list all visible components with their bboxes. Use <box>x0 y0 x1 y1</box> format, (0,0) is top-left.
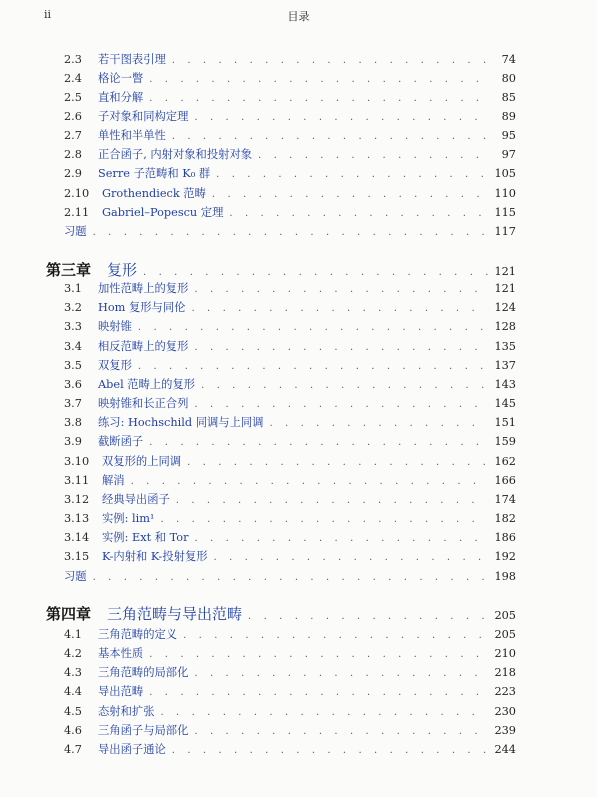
toc-entry[interactable] <box>64 339 516 356</box>
leader-dots <box>149 435 488 451</box>
page-ref: 182 <box>494 512 516 525</box>
toc-entry[interactable] <box>64 377 516 394</box>
section-title: 导出函子通论 <box>98 743 166 756</box>
section-title: 映射锥和长正合列 <box>98 397 189 410</box>
page-ref: 198 <box>494 570 516 583</box>
leader-dots <box>216 167 488 183</box>
toc-entry[interactable] <box>64 684 516 701</box>
toc-entry[interactable] <box>64 646 516 663</box>
toc-entry[interactable] <box>64 511 516 528</box>
leader-dots <box>194 340 488 356</box>
leader-dots <box>93 570 488 586</box>
section-number: 3.5 <box>64 359 82 372</box>
toc-entry[interactable] <box>64 300 516 317</box>
leader-dots <box>149 685 488 701</box>
page-ref: 117 <box>494 225 516 238</box>
toc-entry[interactable] <box>64 52 516 69</box>
section-number: 2.7 <box>64 129 82 142</box>
leader-dots <box>229 206 488 222</box>
toc-entry[interactable] <box>64 704 516 721</box>
leader-dots <box>93 225 488 241</box>
toc-entry[interactable] <box>64 492 516 509</box>
section-number: 3.11 <box>64 474 90 487</box>
page-header <box>0 6 597 26</box>
section-title: Gabriel–Popescu 定理 <box>102 206 224 219</box>
section-number: 3.6 <box>64 378 82 391</box>
page-ref: 110 <box>494 187 516 200</box>
section-title: 实例: lim¹ <box>102 512 155 525</box>
page-ref: 174 <box>494 493 516 506</box>
page-title: 目录 <box>287 10 310 23</box>
section-number: 4.6 <box>64 724 82 737</box>
section-number: 3.3 <box>64 320 82 333</box>
section-title: 双复形的上同调 <box>102 455 182 468</box>
page-ref: 105 <box>494 167 516 180</box>
section-title: 态射和扩张 <box>98 705 155 718</box>
section-number: 4.3 <box>64 666 82 679</box>
section-number: 2.10 <box>64 187 90 200</box>
section-title: 若干图表引理 <box>98 53 166 66</box>
leader-dots <box>269 416 488 432</box>
toc-entry[interactable] <box>64 434 516 451</box>
section-number: 3.15 <box>64 550 90 563</box>
toc-entry[interactable] <box>64 627 516 644</box>
toc-entry[interactable] <box>64 281 516 298</box>
leader-dots <box>194 282 488 298</box>
chapter-heading[interactable] <box>46 604 516 627</box>
section-title: 格论一瞥 <box>98 72 144 85</box>
page-ref: 145 <box>494 397 516 410</box>
toc-entry[interactable] <box>64 90 516 107</box>
section-number: 3.9 <box>64 435 82 448</box>
chapter-number: 第四章 <box>46 605 92 623</box>
chapter-heading[interactable] <box>46 260 516 283</box>
page-ref: 137 <box>494 359 516 372</box>
toc-entry[interactable] <box>64 530 516 547</box>
leader-dots <box>143 263 488 283</box>
leader-dots <box>160 512 488 528</box>
page-ref: 205 <box>494 609 516 622</box>
leader-dots <box>183 628 488 644</box>
page-ref: 135 <box>494 340 516 353</box>
section-title: 正合函子, 内射对象和投射对象 <box>98 148 253 161</box>
leader-dots <box>194 666 488 682</box>
toc-entry-exercises[interactable] <box>64 569 516 586</box>
page-ref: 230 <box>494 705 516 718</box>
toc-entry[interactable] <box>64 128 516 145</box>
leader-dots <box>258 148 488 164</box>
page-ref: 121 <box>494 265 516 278</box>
section-title: 双复形 <box>98 359 132 372</box>
toc-entry[interactable] <box>64 166 516 183</box>
leader-dots <box>214 550 488 566</box>
page-ref: 80 <box>501 72 516 85</box>
chapter-number: 第三章 <box>46 261 92 279</box>
page-ref: 186 <box>494 531 516 544</box>
leader-dots <box>172 743 488 759</box>
section-title: 习题 <box>64 225 87 238</box>
section-number: 2.4 <box>64 72 82 85</box>
section-title: 练习: Hochschild 同调与上同调 <box>98 416 264 429</box>
leader-dots <box>194 397 488 413</box>
section-title: 实例: Ext 和 Tor <box>102 531 189 544</box>
page-ref: 162 <box>494 455 516 468</box>
section-title: 基本性质 <box>98 647 144 660</box>
leader-dots <box>194 724 488 740</box>
section-number: 3.2 <box>64 301 82 314</box>
section-number: 3.7 <box>64 397 82 410</box>
section-title: Abel 范畴上的复形 <box>98 378 196 391</box>
section-number: 3.10 <box>64 455 90 468</box>
section-title: 相反范畴上的复形 <box>98 340 189 353</box>
section-number: 3.1 <box>64 282 82 295</box>
leader-dots <box>138 359 488 375</box>
leader-dots <box>161 705 489 721</box>
page-ref: 218 <box>494 666 516 679</box>
leader-dots <box>172 129 488 145</box>
page-ref: 95 <box>501 129 516 142</box>
toc-entry[interactable] <box>64 549 516 566</box>
toc-entry[interactable] <box>64 473 516 490</box>
leader-dots <box>149 647 488 663</box>
page-ref: 143 <box>494 378 516 391</box>
toc-entry[interactable] <box>64 415 516 432</box>
section-title: 直和分解 <box>98 91 144 104</box>
leader-dots <box>149 72 488 88</box>
section-number: 4.5 <box>64 705 82 718</box>
section-title: 三角范畴的局部化 <box>98 666 189 679</box>
section-title: 单性和半单性 <box>98 129 166 142</box>
section-title: 截断函子 <box>98 435 144 448</box>
section-title: 子对象和同构定理 <box>98 110 189 123</box>
page-ref: 166 <box>494 474 516 487</box>
toc-entry[interactable] <box>64 205 516 222</box>
section-title: Hom 复形与同伦 <box>98 301 186 314</box>
leader-dots <box>176 493 488 509</box>
section-number: 4.4 <box>64 685 82 698</box>
section-title: 加性范畴上的复形 <box>98 282 189 295</box>
page-ref: 115 <box>494 206 516 219</box>
toc-entry[interactable] <box>64 665 516 682</box>
section-number: 4.7 <box>64 743 82 756</box>
page-ref: 74 <box>501 53 516 66</box>
section-number: 3.12 <box>64 493 90 506</box>
section-title: Serre 子范畴和 K₀ 群 <box>98 167 211 180</box>
chapter-title: 复形 <box>107 261 138 279</box>
section-number: 4.2 <box>64 647 82 660</box>
page-ref: 128 <box>494 320 516 333</box>
leader-dots <box>138 320 488 336</box>
leader-dots <box>172 53 488 69</box>
leader-dots <box>195 531 489 547</box>
page-ref: 97 <box>501 148 516 161</box>
leader-dots <box>187 455 488 471</box>
section-title: 导出范畴 <box>98 685 144 698</box>
page-ref: 89 <box>501 110 516 123</box>
page-ref: 85 <box>501 91 516 104</box>
page-ref: 121 <box>494 282 516 295</box>
section-number: 2.3 <box>64 53 82 66</box>
section-number: 2.8 <box>64 148 82 161</box>
leader-dots <box>191 301 488 317</box>
toc-entry[interactable] <box>64 742 516 759</box>
section-number: 3.8 <box>64 416 82 429</box>
page-ref: 151 <box>494 416 516 429</box>
toc-entry[interactable] <box>64 109 516 126</box>
page-ref: 159 <box>494 435 516 448</box>
section-number: 2.5 <box>64 91 82 104</box>
leader-dots <box>149 91 488 107</box>
leader-dots <box>248 607 488 627</box>
section-number: 2.6 <box>64 110 82 123</box>
section-title: 映射锥 <box>98 320 132 333</box>
toc-entry[interactable] <box>64 396 516 413</box>
page-ref: 223 <box>494 685 516 698</box>
section-title: 三角范畴的定义 <box>98 628 178 641</box>
toc-entry[interactable] <box>64 71 516 88</box>
page-ref: 192 <box>494 550 516 563</box>
page-ref: 244 <box>494 743 516 756</box>
watermark <box>228 784 368 794</box>
toc-entry[interactable] <box>64 319 516 336</box>
section-title: 三角函子与局部化 <box>98 724 189 737</box>
leader-dots <box>194 110 488 126</box>
toc-entry-exercises[interactable] <box>64 224 516 241</box>
section-number: 2.9 <box>64 167 82 180</box>
section-title: 经典导出函子 <box>102 493 170 506</box>
page-ref: 239 <box>494 724 516 737</box>
leader-dots <box>131 474 488 490</box>
toc-entry[interactable] <box>64 454 516 471</box>
page-ref: 210 <box>494 647 516 660</box>
section-number: 3.4 <box>64 340 82 353</box>
toc-entry[interactable] <box>64 723 516 740</box>
page-number: ii <box>44 8 52 21</box>
section-number: 3.13 <box>64 512 90 525</box>
section-title: Grothendieck 范畴 <box>102 187 206 200</box>
toc-entry[interactable] <box>64 358 516 375</box>
section-title: 解消 <box>102 474 125 487</box>
toc-entry[interactable] <box>64 147 516 164</box>
section-title: K-内射和 K-投射复形 <box>102 550 208 563</box>
section-number: 2.11 <box>64 206 90 219</box>
leader-dots <box>212 187 488 203</box>
toc-entry[interactable] <box>64 186 516 203</box>
page-ref: 205 <box>494 628 516 641</box>
page-ref: 124 <box>494 301 516 314</box>
chapter-title: 三角范畴与导出范畴 <box>107 605 243 623</box>
section-number: 3.14 <box>64 531 90 544</box>
leader-dots <box>201 378 488 394</box>
section-number: 4.1 <box>64 628 82 641</box>
section-title: 习题 <box>64 570 87 583</box>
